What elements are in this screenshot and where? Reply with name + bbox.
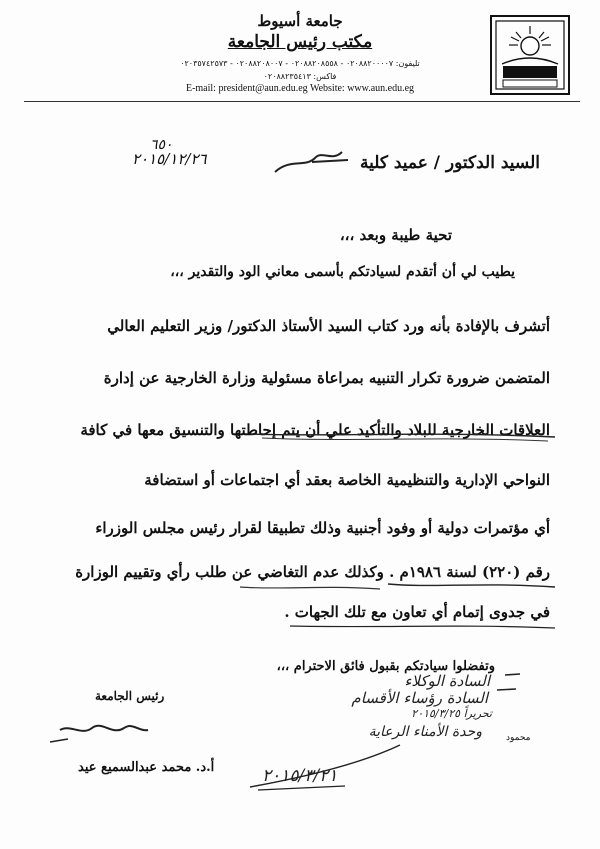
underline <box>250 434 555 437</box>
greeting: تحية طيبة وبعد ،،، <box>339 226 452 244</box>
body-line: في جدوى إتمام أي تعاون مع تلك الجهات . <box>284 603 550 621</box>
handwritten-note: وحدة الأمناء الرعاية <box>368 724 482 740</box>
university-name: جامعة أسيوط <box>257 12 343 30</box>
handwritten-note: السادة الوكلاء <box>404 672 490 690</box>
underline <box>290 626 555 628</box>
addressee: السيد الدكتور / عميد كلية <box>359 153 540 173</box>
signature-name: أ.د. محمد عبدالسميع عيد <box>78 760 215 775</box>
scribble-dash <box>497 689 516 690</box>
phone-numbers: تليفون: ٠٢٠٨٨٢٠٠٠٠٧ - ٠٢٠٨٨٢٠٨٥٥٨ - ٠٢٠٨٨٢٠٨٠٠٧ - ٠٢٠٣٥٧٤٢٥٧٣ <box>180 59 420 68</box>
addressee-signature <box>275 152 348 172</box>
date-underline <box>258 786 345 790</box>
email-website: E-mail: president@aun.edu.eg Website: www.aun.edu.eg <box>185 83 415 94</box>
office-name: مكتب رئيس الجامعة <box>227 32 373 52</box>
date-bracket <box>250 745 400 787</box>
scribble-dash <box>505 674 520 675</box>
body-line: العلاقات الخارجية للبلاد والتأكيد علي أن يتم إحاطتها والتنسيق معها في كافة <box>80 421 550 439</box>
signature-title: رئيس الجامعة <box>95 689 165 703</box>
handwritten-name: محمود <box>506 733 531 743</box>
underline <box>240 587 380 589</box>
reference-number: ٦٥٠ <box>150 137 173 153</box>
body-line: رقم (٢٢٠) لسنة ١٩٨٦م . وكذلك عدم التغاضي عن طلب رأي وتقييم الوزارة <box>75 563 550 581</box>
intro-line: يطيب لي أن أتقدم لسيادتكم بأسمى معاني الود والتقدير ،،، <box>170 264 515 280</box>
underline <box>388 584 555 587</box>
underline <box>262 438 548 441</box>
handwritten-note: السادة رؤساء الأقسام <box>351 689 488 707</box>
president-signature <box>50 739 68 742</box>
handwritten-note: تحريراً ٢٠١٥/٣/٢٥ <box>411 707 492 720</box>
reference-date: ٢٠١٥/١٢/٢٦ <box>132 150 207 168</box>
president-signature <box>60 726 148 731</box>
body-line: أتشرف بالإفادة بأنه ورد كتاب السيد الأستاذ الدكتور/ وزير التعليم العالي <box>107 317 550 335</box>
handwritten-date: ٢٠١٥/٣/٢١ <box>262 766 338 786</box>
body-line: أي مؤتمرات دولية أو وفود أجنبية وذلك تطبيقا لقرار رئيس مجلس الوزراء <box>95 519 550 537</box>
closing-line: وتفضلوا سيادتكم بقبول فائق الاحترام ،،، <box>276 659 495 674</box>
fax-number: فاكس: ٠٢٠٨٨٢٣٥٤١٣ <box>263 72 337 81</box>
body-line: المتضمن ضرورة تكرار التنبيه بمراعاة مسئولية وزارة الخارجية عن إدارة <box>103 369 550 387</box>
body-line: النواحي الإدارية والتنظيمية الخاصة بعقد أي اجتماعات أو استضافة <box>144 471 550 489</box>
